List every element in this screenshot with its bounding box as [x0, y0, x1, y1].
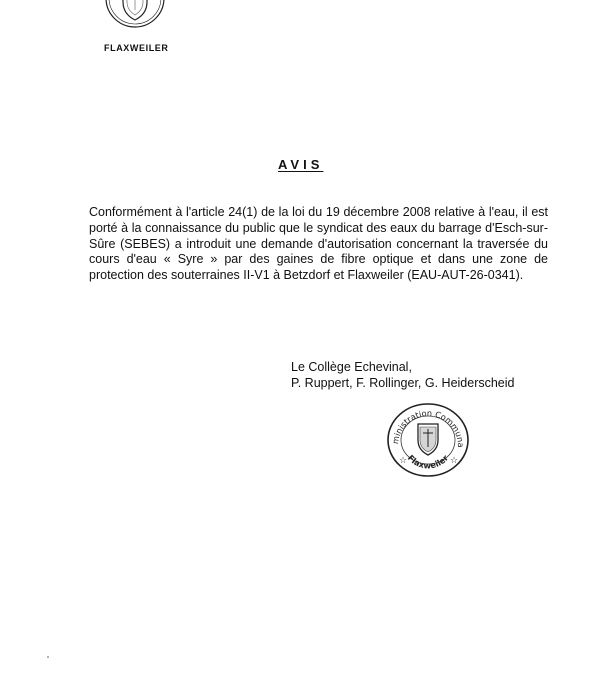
signature-body: Le Collège Echevinal, — [291, 360, 412, 374]
seal-top-text: ministration Communa — [389, 407, 467, 448]
signature-block — [291, 360, 515, 392]
official-seal-stamp — [386, 402, 470, 478]
notice-body: Conformément à l'article 24(1) de la loi du 19 décembre 2008 relative à l'eau, il est porté à la connaissance du public que le syndicat des eaux du barrage d'Esch-sur-Sûre (SEBES) a introduit une demande d'autorisation concernant la traversée du cours d'eau « Syre » par des gaines de fibre optique et dans une zone de protection des souterraines II-V1 à Betzdorf et Flaxweiler (EAU-AUT-26-0341). — [89, 205, 548, 283]
star-icon: ☆ — [399, 456, 408, 466]
scan-speck — [47, 656, 49, 658]
municipality-name: FLAXWEILER — [104, 43, 169, 53]
star-icon: ☆ — [450, 456, 459, 466]
signature-names: P. Ruppert, F. Rollinger, G. Heiderscheid — [291, 375, 515, 390]
seal-bottom-text: Flaxweiler — [405, 452, 451, 471]
notice-title: AVIS — [278, 157, 324, 172]
municipal-crest-logo — [103, 0, 167, 30]
